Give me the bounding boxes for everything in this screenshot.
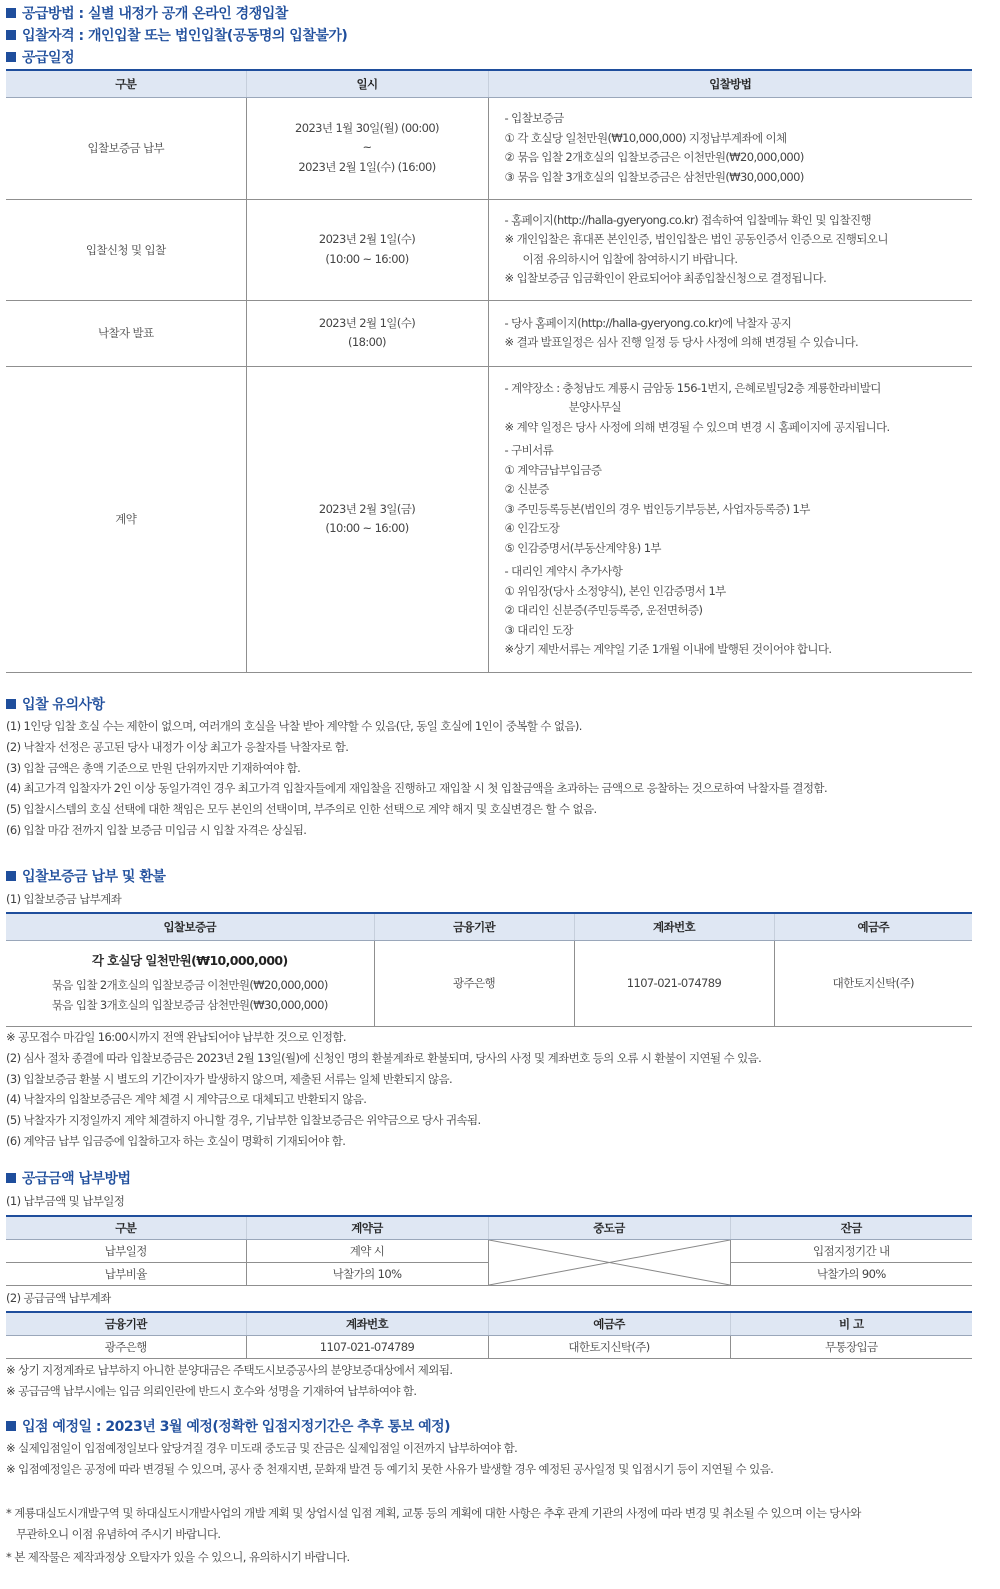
heading-qualification: 입찰자격 : 개인입찰 또는 법인입찰(공동명의 입찰불가) [6, 25, 347, 45]
note-item: ※ 공급금액 납부시에는 입금 의뢰인란에 반드시 호수와 성명을 기재하여 납부하여야 함. [6, 1383, 417, 1398]
col-header-category: 구분 [6, 70, 246, 97]
note-item: (5) 입찰시스템의 호실 선택에 대한 책임은 모두 본인의 선택이며, 부주의로 인한 선택으로 계약 해지 및 호실변경은 할 수 없음. [6, 802, 597, 817]
note-item: (5) 낙찰자가 지정일까지 계약 체결하지 아니할 경우, 기납부한 입찰보증금은 위약금으로 당사 귀속됨. [6, 1113, 481, 1128]
row-label: 입찰보증금 납부 [6, 97, 246, 199]
deposit-amount-cell: 각 호실당 일천만원(₩10,000,000) 묶음 입찰 2개호실의 입찰보증금 이천만원(₩20,000,000) 묶음 입찰 3개호실의 입찰보증금 삼천만원(₩30,000,000) [6, 940, 374, 1026]
col-header-deposit: 입찰보증금 [6, 913, 374, 940]
bullet-square-icon [6, 8, 16, 18]
col-header-balance: 잔금 [730, 1216, 972, 1240]
deposit-subheading: (1) 입찰보증금 납부계좌 [6, 892, 122, 906]
col-header-account: 계좌번호 [574, 913, 774, 940]
row-method: - 홈페이지(http://halla-gyeryong.co.kr) 접속하여 입찰메뉴 확인 및 입찰진행 ※ 개인입찰은 휴대폰 본인인증, 법인입찰은 법인 공동인증서 인증으로 진행되오니 이점 유의하시어 입찰에 참여하시기 바랍니다. ※ 입찰보증금 입금확인이 완료되어야 최종입찰신청으로 결정됩니다. [488, 199, 972, 300]
schedule-row-contract [6, 366, 972, 672]
note-item: (4) 최고가격 입찰자가 2인 이상 동일가격인 경우 최고가격 입찰자들에게 재입찰을 진행하고 재입찰 시 첫 입찰금액을 초과하는 금액으로 응찰하는 것으로하여 낙찰자를 결정함. [6, 781, 827, 796]
heading-deposit: 입찰보증금 납부 및 환불 [6, 866, 165, 886]
deposit-table [6, 912, 972, 1027]
note-item: ※ 입점예정일은 공정에 따라 변경될 수 있으며, 공사 중 천재지변, 문화재 발견 등 예기치 못한 사유가 발생할 경우 예정된 공사일정 및 입점시기 등이 지연될 수 있음. [6, 1461, 774, 1476]
deposit-amount-main: 각 호실당 일천만원(₩10,000,000) [91, 953, 288, 968]
notes-list [6, 716, 827, 841]
col-header-method: 입찰방법 [488, 70, 972, 97]
deposit-notes [6, 1027, 761, 1152]
row-label: 계약 [6, 366, 246, 672]
footnote-item: 무관하오니 이점 유념하여 주시기 바랍니다. [16, 1526, 221, 1541]
movein-notes [6, 1438, 773, 1480]
payment-account-table [6, 1311, 972, 1359]
bullet-square-icon [6, 871, 16, 881]
row-label: 입찰신청 및 입찰 [6, 199, 246, 300]
footnote-item: * 본 제작물은 제작과정상 오탈자가 있을 수 있으니, 유의하시기 바랍니다. [6, 1549, 350, 1564]
col-header-bank: 금융기관 [6, 1312, 246, 1336]
heading-payment: 공급금액 납부방법 [6, 1168, 131, 1188]
bullet-square-icon [6, 1173, 16, 1183]
note-item: ※ 상기 지정계좌로 납부하지 아니한 분양대금은 주택도시보증공사의 분양보증대상에서 제외됨. [6, 1363, 453, 1377]
row-date: 2023년 1월 30일(월) (00:00) ~ 2023년 2월 1일(수) (16:00) [246, 97, 488, 199]
bullet-square-icon [6, 699, 16, 709]
bullet-square-icon [6, 30, 16, 40]
documents-group: - 구비서류 ① 계약금납부입금증 ② 신분증 ③ 주민등록등본(법인의 경우 법인등기부등본, 사업자등록증) 1부 ④ 인감도장 ⑤ 인감증명서(부동산계약용) 1부 [504, 443, 810, 555]
heading-movein: 입점 예정일 : 2023년 3월 예정(정확한 입점지정기간은 추후 통보 예정) [6, 1416, 450, 1436]
heading-method: 공급방법 : 실별 내정가 공개 온라인 경쟁입찰 [6, 3, 288, 23]
note-item: (4) 낙찰자의 입찰보증금은 계약 체결 시 계약금으로 대체되고 반환되지 않음. [6, 1092, 367, 1107]
note-item: (3) 입찰보증금 환불 시 별도의 기간이자가 발생하지 않으며, 제출된 서류는 일체 반환되지 않음. [6, 1071, 453, 1086]
footnote-item: * 계룡대실도시개발구역 및 하대실도시개발사업의 개발 계획 및 상업시설 입점 계획, 교통 등의 계획에 대한 사항은 추후 관계 기관의 사정에 따라 변경 및 취소될 수 있으며 이는 당사와 [6, 1506, 861, 1520]
col-header-holder: 예금주 [488, 1312, 730, 1336]
cross-out-icon [489, 1240, 730, 1285]
row-method [488, 366, 972, 672]
bullet-square-icon [6, 52, 16, 62]
note-item: (6) 계약금 납부 입금증에 입찰하고자 하는 호실이 명확히 기재되어야 함. [6, 1133, 346, 1148]
payment-schedule-table [6, 1215, 972, 1286]
row-date: 2023년 2월 1일(수) (18:00) [246, 300, 488, 366]
deposit-account: 1107-021-074789 [574, 940, 774, 1026]
schedule-row-bid [6, 199, 972, 300]
schedule-row-deposit [6, 97, 972, 199]
bullet-square-icon [6, 1421, 16, 1431]
row-label: 낙찰자 발표 [6, 300, 246, 366]
payment-subheading-1: (1) 납부금액 및 납부일정 [6, 1194, 125, 1208]
col-header-down-payment: 계약금 [246, 1216, 488, 1240]
deposit-row [6, 940, 972, 1026]
table-row: 광주은행 1107-021-074789 대한토지신탁(주) 무통장입금 [6, 1336, 972, 1359]
note-item: (2) 낙찰자 선정은 공고된 당사 내정가 이상 최고가 응찰자를 낙찰자로 함. [6, 739, 349, 754]
heading-schedule: 공급일정 [6, 47, 74, 67]
col-header-datetime: 일시 [246, 70, 488, 97]
note-item: ※ 실제입점일이 입점예정일보다 앞당겨질 경우 미도래 중도금 및 잔금은 실제입점일 이전까지 납부하여야 함. [6, 1441, 518, 1455]
col-header-interim: 중도금 [488, 1216, 730, 1240]
table-row: 납부비율 낙찰가의 10% 낙찰가의 90% [6, 1263, 972, 1286]
interim-crossed-cell [488, 1240, 730, 1286]
col-header-remarks: 비 고 [730, 1312, 972, 1336]
footnotes [6, 1503, 861, 1567]
col-header-account: 계좌번호 [246, 1312, 488, 1336]
payment-notes [6, 1360, 452, 1402]
contract-place-group: - 계약장소 : 충청남도 계룡시 금암동 156-1번지, 은혜로빌딩2층 계룡한라비발디 분양사무실 ※ 계약 일정은 당사 사정에 의해 변경될 수 있으며 변경 시 홈페이지에 공지됩니다. [504, 380, 890, 434]
agent-group: - 대리인 계약시 추가사항 ① 위임장(당사 소정양식), 본인 인감증명서 1부 ② 대리인 신분증(주민등록증, 운전면허증) ③ 대리인 도장 ※상기 제반서류는 계약일 기준 1개월 이내에 발행된 것이어야 합니다. [504, 564, 832, 656]
note-item: ※ 공모접수 마감일 16:00시까지 전액 완납되어야 납부한 것으로 인정함. [6, 1030, 346, 1044]
payment-subheading-2: (2) 공급금액 납부계좌 [6, 1291, 111, 1305]
schedule-table [6, 69, 972, 673]
row-date: 2023년 2월 1일(수) (10:00 ~ 16:00) [246, 199, 488, 300]
heading-notes: 입찰 유의사항 [6, 694, 105, 714]
deposit-holder: 대한토지신탁(주) [774, 940, 972, 1026]
row-date: 2023년 2월 3일(금) (10:00 ~ 16:00) [246, 366, 488, 672]
schedule-row-announce [6, 300, 972, 366]
note-item: (6) 입찰 마감 전까지 입찰 보증금 미입금 시 입찰 자격은 상실됨. [6, 822, 307, 837]
row-method: - 당사 홈페이지(http://halla-gyeryong.co.kr)에 낙찰자 공지 ※ 결과 발표일정은 심사 진행 일정 등 당사 사정에 의해 변경될 수 있습니다. [488, 300, 972, 366]
col-header-category: 구분 [6, 1216, 246, 1240]
table-row: 납부일정 계약 시 입점지정기간 내 [6, 1240, 972, 1263]
row-method: - 입찰보증금 ① 각 호실당 일천만원(₩10,000,000) 지정납부계좌에 이체 ② 묶음 입찰 2개호실의 입찰보증금은 이천만원(₩20,000,000) ③ 묶음 입찰 3개호실의 입찰보증금은 삼천만원(₩30,000,000) [488, 97, 972, 199]
deposit-bank: 광주은행 [374, 940, 574, 1026]
note-item: (3) 입찰 금액은 총액 기준으로 만원 단위까지만 기재하여야 함. [6, 760, 301, 775]
col-header-bank: 금융기관 [374, 913, 574, 940]
note-item: (2) 심사 절차 종결에 따라 입찰보증금은 2023년 2월 13일(월)에 신청인 명의 환불계좌로 환불되며, 당사의 사정 및 계좌번호 등의 오류 시 환불이 지연될 수 있음. [6, 1050, 762, 1065]
col-header-holder: 예금주 [774, 913, 972, 940]
note-item: (1) 1인당 입찰 호실 수는 제한이 없으며, 여러개의 호실을 낙찰 받아 계약할 수 있음(단, 동일 호실에 1인이 중복할 수 없음). [6, 719, 582, 733]
